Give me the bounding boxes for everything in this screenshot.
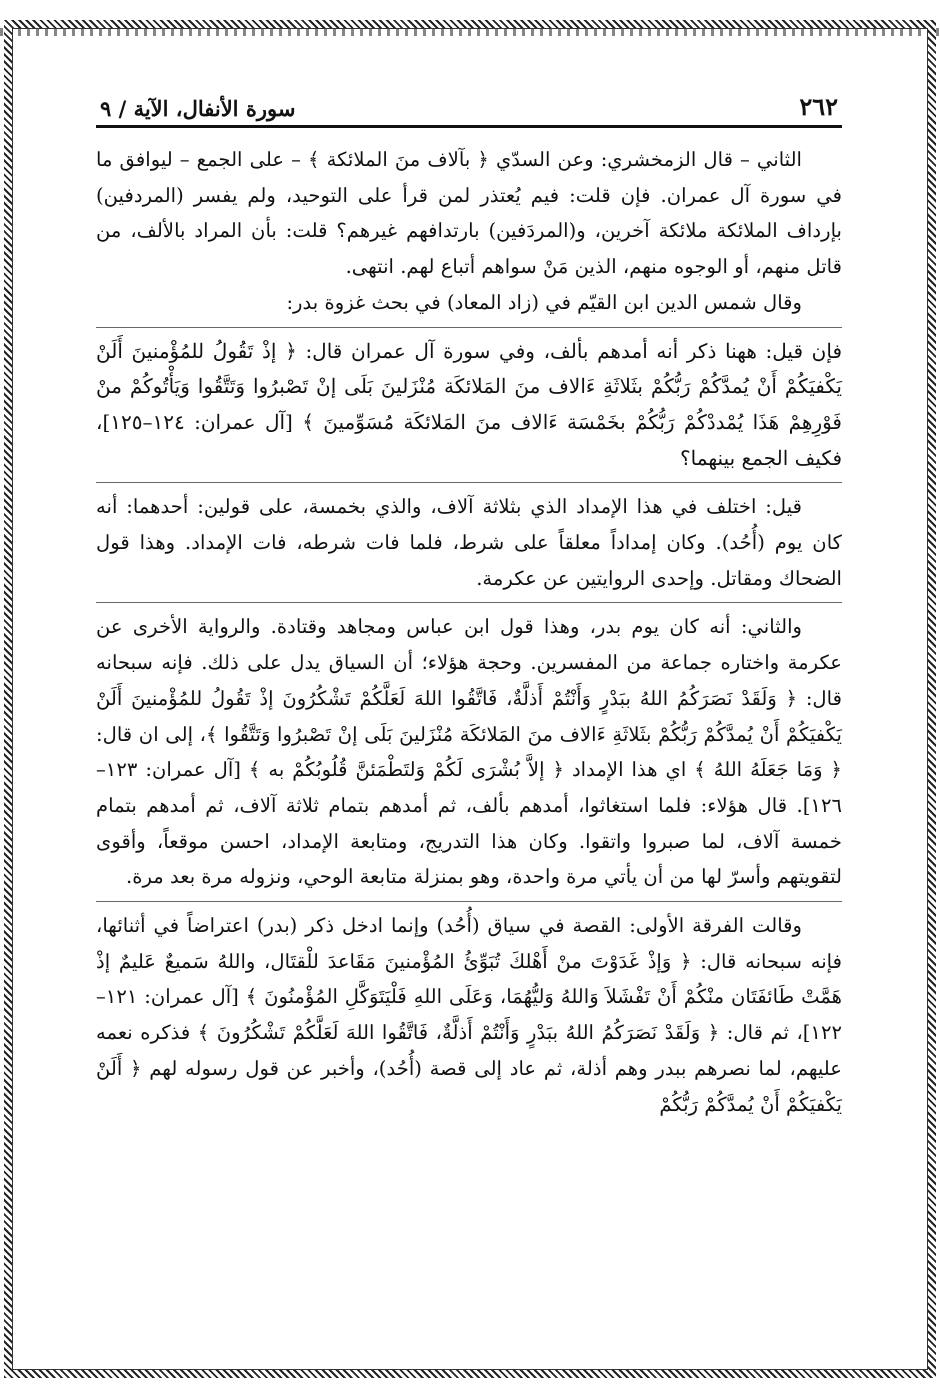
paragraph-zamakhshari: الثاني – قال الزمخشري: وعن السدّي ﴿ بآلاف منَ الملائكة ﴾ – على الجمع – ليوافق ما في سورة آل عمران. فإن قلت: فيم يُعتذر لمن قرأ على التوحيد، ولم يفسر (المردفين) بإرداف الملائكة ملائكة آخرين، و(المردَفين) بارتدافهم غيرهم؟ قلت: بأن المراد بالألف، من قاتل منهم، أو الوجوه منهم، الذين مَنْ سواهم أتباع لهم. انتهى. xyxy=(96,148,842,279)
paragraph-second-view: والثاني: أنه كان يوم بدر، وهذا قول ابن عباس ومجاهد وقتادة. والرواية الأخرى عن عكرمة واختاره جماعة من المفسرين. وحجة هؤلاء؛ أن السياق يدل على ذلك. فإنه سبحانه قال: ﴿ وَلَقَدْ نَصَرَكُمُ اللهُ ببَدْرٍ وَأَنْتُمْ أَذلَّةٌ، فَاتَّقُوا اللهَ لَعَلَّكُمْ تَشْكُرُونَ إذْ تَقُولُ للمُؤْمنينَ أَلَنْ يَكْفيَكُمْ أَنْ يُمدَّكُمْ رَبُّكُمْ بثَلاثَةِ ءَالاف منَ المَلائكَة مُنْزَلينَ بَلَى إنْ تَصْبرُوا وَتَتَّقُوا ﴾، إلى ان قال: ﴿ وَمَا جَعَلَهُ اللهُ ﴾ اي هذا الإمداد ﴿ إلاَّ بُشْرَى لَكُمْ وَلتَطْمَئنَّ قُلُوبُكُمْ به ﴾ [آل عمران: ١٢٣–١٢٦]. قال هؤلاء: فلما استغاثوا، أمدهم بألف، ثم أمدهم بتمام ثلاثة آلاف، ثم أمدهم بتمام خمسة آلاف، لما صبروا واتقوا. وكان هذا التدريج، ومتابعة الإمداد، احسن موقعاً، وأقوى لتقويتهم وأسرّ لها من أن يأتي مرة واحدة، وهو بمنزلة متابعة الوحي، ونزوله مرة بعد مرة. xyxy=(96,615,842,889)
paragraph-question: فإن قيل: ههنا ذكر أنه أمدهم بألف، وفي سورة آل عمران قال: ﴿ إذْ تَقُولُ للمُؤْمنينَ أَلَنْ يَكْفيَكُمْ أَنْ يُمدَّكُمْ رَبُّكُمْ بثَلاثَةِ ءَالاف منَ المَلائكَة مُنْزَلينَ بَلَى إنْ تَصْبرُوا وَتَتَّقُوا وَيَأْتُوكُمْ منْ فَوْرِهِمْ هَذَا يُمْددْكُمْ رَبُّكُمْ بخَمْسَة ءَالاف منَ المَلائكَة مُسَوِّمينَ ﴾ [آل عمران: ١٢٤–١٢٥]، فكيف الجمع بينهما؟ xyxy=(96,338,842,470)
paragraph-first-group-response: وقالت الفرقة الأولى: القصة في سياق (أُحُد) وإنما ادخل ذكر (بدر) اعتراضاً في أثنائها، فإنه سبحانه قال: ﴿ وَإذْ غَدَوْتَ منْ أَهْلكَ تُبَوِّئُ المُؤْمنينَ مَقَاعدَ للْقتَال، واللهُ سَميعٌ عَليمٌ إذْ هَمَّتْ طَائفَتَان منْكُمْ أَنْ تَفْشَلاَ وَاللهُ وَليُّهُمَا، وَعَلَى اللهِ فَلْيَتَوَكَّلِ المُؤْمنُونَ ﴾ [آل عمران: ١٢١–١٢٢]، ثم قال: ﴿ وَلَقَدْ نَصَرَكُمُ اللهُ ببَدْرٍ وَأَنْتُمْ أَذلَّةٌ، فَاتَّقُوا اللهَ لَعَلَّكُمْ تَشْكُرُونَ ﴾ فذكره نعمه عليهم، لما نصرهم ببدر وهم أذلة، ثم عاد إلى قصة (أُحُد)، وأخبر عن قول رسوله لهم ﴿ أَلَنْ يَكْفيَكُمْ أَنْ يُمدَّكُمْ رَبُّكُمْ xyxy=(96,914,842,1116)
divider xyxy=(96,602,842,603)
running-title: سورة الأنفال، الآية / ٩ xyxy=(100,96,296,121)
book-page xyxy=(96,85,842,1370)
paragraph-ibn-qayyim-intro: وقال شمس الدين ابن القيّم في (زاد المعاد) في بحث غزوة بدر: xyxy=(286,290,802,314)
page-body xyxy=(96,142,842,1122)
divider xyxy=(96,482,842,483)
page-number: ٢٦٢ xyxy=(799,92,838,121)
page-header xyxy=(96,85,842,128)
divider xyxy=(96,327,842,328)
divider xyxy=(96,901,842,902)
paragraph-answer-first-view: قيل: اختلف في هذا الإمداد الذي بثلاثة آلاف، والذي بخمسة، على قولين: أحدهما: أنه كان يوم (أُحُد). وكان إمداداً معلقاً على شرط، فلما فات شرطه، فات الإمداد. وهذا قول الضحاك ومقاتل. وإحدى الروايتين عن عكرمة. xyxy=(96,495,842,590)
